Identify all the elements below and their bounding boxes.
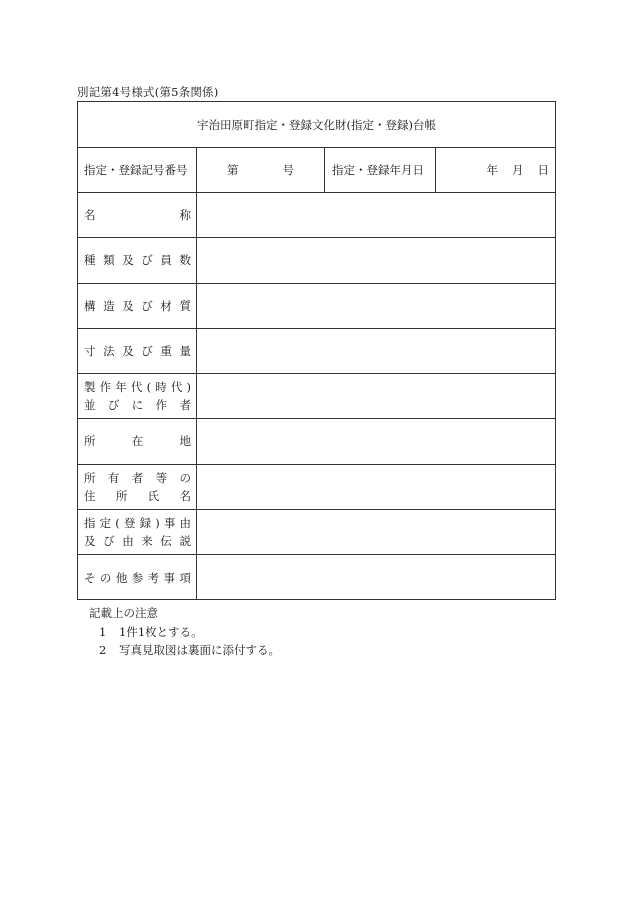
item-label-char: の (99, 570, 112, 585)
item-label-char: 及 (122, 343, 134, 358)
item-label-char: の (179, 470, 191, 485)
item-label-char: 構 (84, 298, 96, 313)
item-value-field[interactable] (197, 419, 555, 463)
ledger-item-row (78, 238, 555, 283)
item-label-char: 作 (155, 398, 168, 413)
reg-number-suffix: 号 (282, 163, 294, 177)
item-label-char: 称 (179, 208, 191, 223)
notes-heading: 記載上の注意 (89, 606, 158, 620)
item-label-char: 他 (115, 570, 128, 585)
item-value-field[interactable] (197, 374, 555, 418)
ledger-item-row (78, 284, 555, 329)
item-label-char: 伝 (160, 533, 172, 548)
item-label-char: 在 (131, 434, 144, 449)
note-item (89, 641, 280, 660)
item-label-char: 事 (163, 570, 176, 585)
item-label-char: 員 (160, 253, 172, 268)
form-identifier: 別記第4号様式(第5条関係) (77, 85, 219, 99)
item-label-char: 由 (179, 515, 191, 530)
item-label-char: 名 (179, 488, 191, 503)
item-label (78, 419, 197, 463)
item-label-line (84, 569, 191, 587)
item-label-char: 等 (155, 470, 168, 485)
item-label-char: 所 (115, 488, 128, 503)
item-label-char: ( (115, 515, 120, 530)
ledger-item-row (78, 329, 555, 374)
item-label-char: 年 (115, 380, 127, 395)
item-label-char: 並 (84, 398, 96, 413)
item-value-field[interactable] (197, 555, 555, 600)
item-label-char: 代 (170, 380, 183, 395)
note-number: 2 (99, 643, 107, 657)
item-label-char: 有 (107, 470, 120, 485)
item-label-char: ) (186, 380, 191, 395)
item-label-char: 者 (179, 398, 191, 413)
ledger-item-row (78, 555, 555, 600)
ledger-title: 宇治田原町指定・登録文化財(指定・登録)台帳 (78, 102, 555, 148)
item-label-char: 製 (84, 380, 96, 395)
item-label-char: 所 (84, 470, 96, 485)
item-label-char: 指 (84, 515, 96, 530)
reg-date-field[interactable] (436, 148, 555, 192)
date-day-label: 日 (537, 163, 549, 177)
item-label (78, 510, 197, 554)
item-label (78, 329, 197, 373)
item-label-char: 地 (179, 434, 191, 449)
note-text: 1件1枚とする。 (119, 624, 203, 639)
item-label-char: 来 (141, 533, 153, 548)
ledger-item-row (78, 374, 555, 419)
item-label-char: 由 (122, 533, 134, 548)
item-label-char: び (141, 298, 153, 313)
item-label (78, 238, 197, 282)
item-label (78, 193, 197, 237)
item-label-char: 所 (84, 434, 96, 449)
reg-number-label: 指定・登録記号番号 (78, 148, 197, 192)
item-label-char: 及 (84, 533, 96, 548)
item-label-char: 登 (123, 515, 136, 530)
item-label-line (84, 297, 191, 315)
item-label-char: 代 (130, 380, 143, 395)
date-year-label: 年 (486, 163, 498, 177)
item-value-field[interactable] (197, 238, 555, 282)
item-label-char: 種 (84, 253, 96, 268)
item-label (78, 465, 197, 509)
item-label-char: 及 (122, 298, 134, 313)
item-label-char: び (103, 533, 115, 548)
reg-number-field[interactable] (197, 148, 325, 192)
item-value-field[interactable] (197, 329, 555, 373)
note-item (89, 623, 280, 642)
item-label-char: 造 (103, 298, 115, 313)
item-label-char: そ (84, 570, 96, 585)
item-label-char: に (131, 398, 144, 413)
item-label-char: ( (146, 380, 152, 395)
item-label-char: 作 (99, 380, 112, 395)
note-text: 写真見取図は裏面に添付する。 (119, 643, 280, 657)
item-label (78, 284, 197, 328)
item-value-field[interactable] (197, 465, 555, 509)
item-label-char: ) (155, 515, 160, 530)
item-label-line (84, 532, 191, 550)
item-label-char: 法 (103, 343, 115, 358)
item-label-char: 類 (103, 253, 115, 268)
item-label-char: び (141, 343, 153, 358)
item-label-line (84, 487, 191, 505)
item-label-line (84, 469, 191, 487)
item-label-line (84, 251, 191, 269)
item-label-line (84, 432, 191, 450)
item-label-char: 氏 (147, 488, 160, 503)
item-label-char: び (107, 398, 120, 413)
reg-number-prefix: 第 (227, 163, 239, 177)
item-label-line (84, 378, 191, 396)
ledger-item-row (78, 465, 555, 510)
item-label-char: 住 (84, 488, 96, 503)
item-label-char: 及 (122, 253, 134, 268)
item-label-char: 者 (131, 470, 144, 485)
ledger-item-row (78, 419, 555, 464)
item-label-char: 材 (160, 298, 172, 313)
note-number: 1 (99, 624, 107, 639)
item-label-char: 重 (160, 343, 172, 358)
date-month-label: 月 (512, 163, 524, 177)
item-label-char: 説 (179, 533, 191, 548)
item-label-line (84, 206, 191, 224)
item-label-line (84, 342, 191, 360)
item-label (78, 555, 197, 600)
cultural-property-ledger-table (77, 101, 556, 600)
notes-section (89, 604, 280, 660)
item-label-char: 量 (179, 343, 191, 358)
item-label-char: 数 (179, 253, 191, 268)
registration-row (78, 148, 555, 193)
item-label-char: 録 (139, 515, 152, 530)
ledger-item-row (78, 510, 555, 555)
item-label-char: 事 (163, 515, 176, 530)
item-value-field[interactable] (197, 193, 555, 237)
item-label-char: 参 (131, 570, 144, 585)
reg-date-label: 指定・登録年月日 (325, 148, 436, 192)
item-label-char: 考 (147, 570, 160, 585)
item-label-line (84, 396, 191, 414)
item-label-char: 名 (84, 208, 96, 223)
item-label-char: 質 (179, 298, 191, 313)
item-label-char: 時 (155, 380, 167, 395)
item-label-char: 項 (179, 570, 191, 585)
item-label-char: 定 (99, 515, 112, 530)
item-label-char: び (141, 253, 153, 268)
item-label (78, 374, 197, 418)
item-value-field[interactable] (197, 284, 555, 328)
item-label-line (84, 514, 191, 532)
ledger-item-row (78, 193, 555, 238)
item-value-field[interactable] (197, 510, 555, 554)
item-label-char: 寸 (84, 343, 96, 358)
